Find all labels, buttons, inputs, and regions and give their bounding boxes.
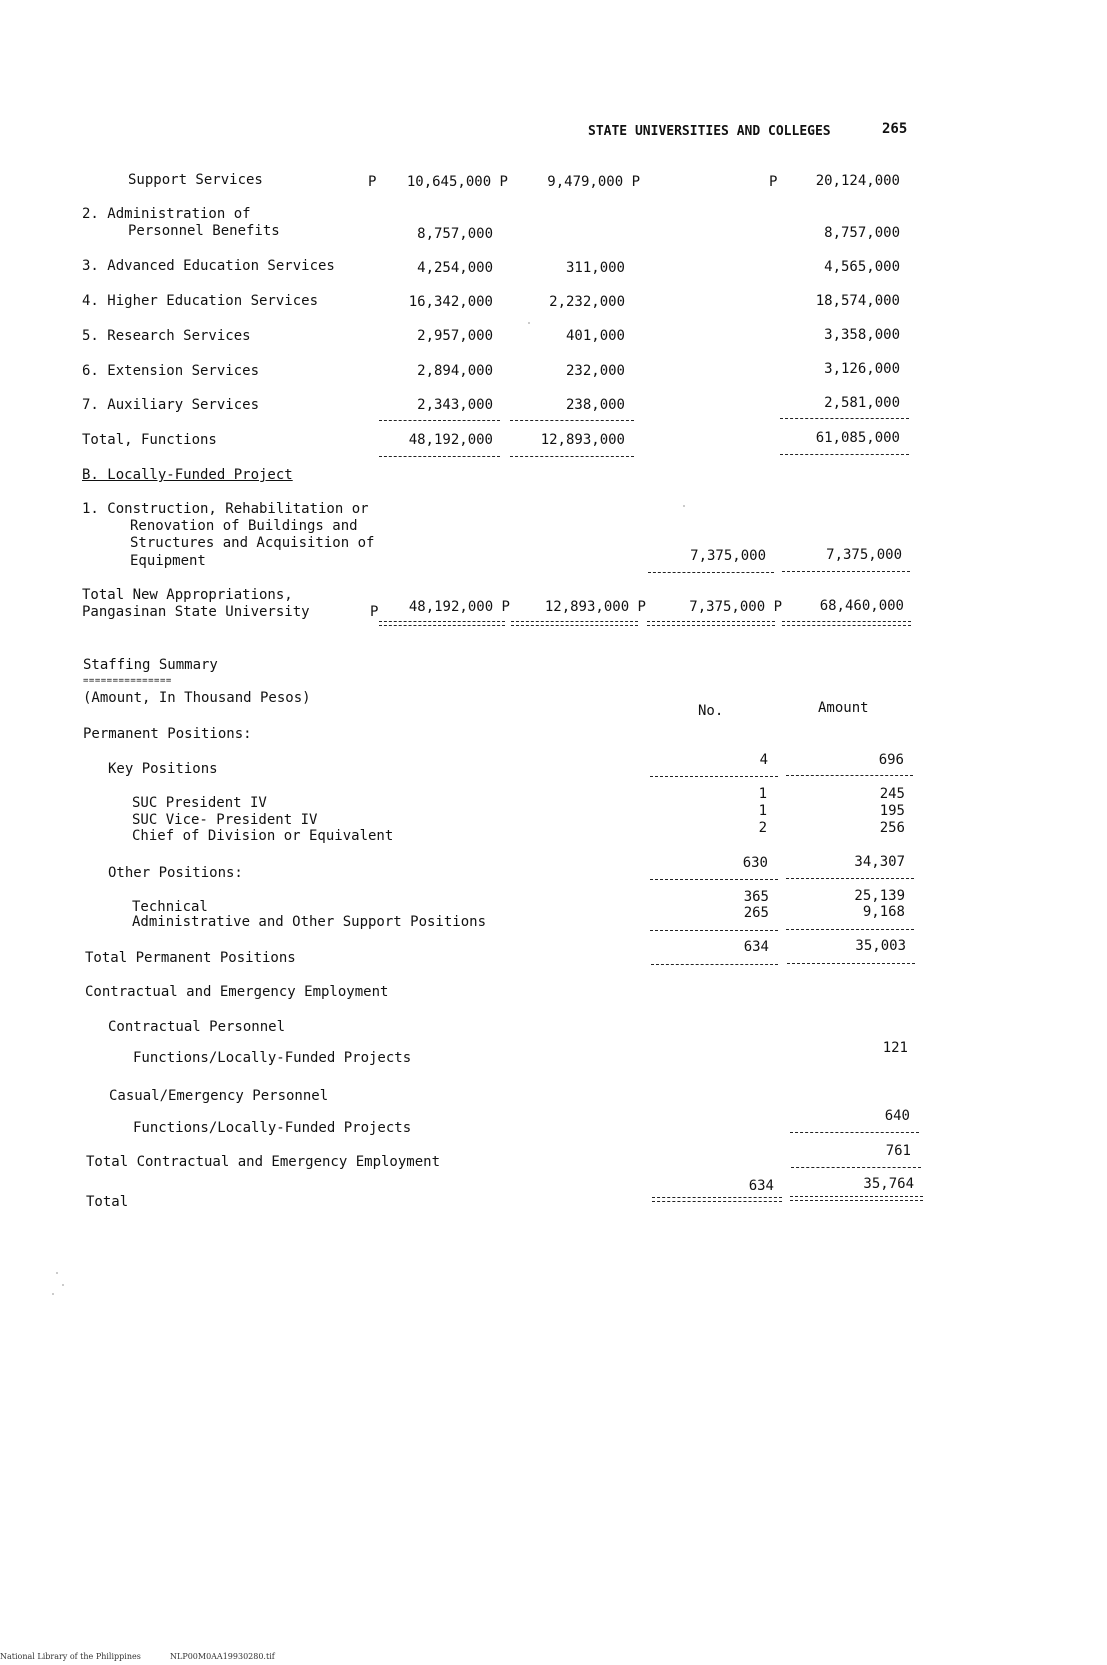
row-label: Technical <box>132 899 208 915</box>
amount-cell: 761 <box>885 1143 911 1159</box>
count-cell: 1 <box>758 786 767 802</box>
amount-cell: 35,003 <box>855 938 906 954</box>
amount-cell: 640 <box>884 1108 910 1124</box>
count-cell: 265 <box>743 905 769 921</box>
scan-speck <box>528 322 530 324</box>
row-label: Other Positions: <box>108 865 243 881</box>
subtotal-rule <box>790 1132 919 1133</box>
total-rule <box>510 456 634 457</box>
row-label: 4. Higher Education Services <box>82 293 319 309</box>
running-header: STATE UNIVERSITIES AND COLLEGES <box>588 124 831 139</box>
amount-cell: 48,192,000 <box>408 432 493 448</box>
row-label: Administrative and Other Support Positions <box>132 914 487 930</box>
amount-cell: 7,375,000 <box>826 547 902 563</box>
row-label: 3. Advanced Education Services <box>82 258 335 274</box>
row-label: Renovation of Buildings and <box>130 518 358 534</box>
amount-cell: 8,757,000 <box>417 226 493 242</box>
peso-sign: P <box>368 174 377 190</box>
amount-cell: 9,479,000 P <box>547 174 640 190</box>
amount-cell: 4,565,000 <box>824 259 900 275</box>
row-label: 6. Extension Services <box>82 363 260 379</box>
amount-cell: 12,893,000 <box>540 432 625 448</box>
section-label: Contractual and Emergency Employment <box>85 984 389 1000</box>
grand-total-double-rule <box>652 1197 782 1202</box>
grand-total-double-rule <box>790 1196 923 1201</box>
amount-cell: 245 <box>879 786 905 802</box>
amount-cell: 2,957,000 <box>417 328 493 344</box>
amount-cell: 25,139 <box>854 888 905 904</box>
total-rule <box>780 454 909 455</box>
amount-cell: 16,342,000 <box>408 294 493 310</box>
subtotal-rule <box>650 930 778 931</box>
amount-cell: 2,232,000 <box>549 294 625 310</box>
row-label: Total New Appropriations, <box>82 587 293 603</box>
amount-cell: 2,894,000 <box>417 363 493 379</box>
row-label: Chief of Division or Equivalent <box>132 828 394 844</box>
total-rule <box>791 1167 921 1168</box>
page-number: 265 <box>882 121 908 137</box>
row-label: 7. Auxiliary Services <box>82 397 260 413</box>
amount-cell: 9,168 <box>862 904 905 920</box>
row-label: SUC Vice- President IV <box>132 812 318 828</box>
subtotal-rule <box>780 418 909 419</box>
amount-cell: 2,343,000 <box>417 397 493 413</box>
row-label: Equipment <box>130 553 206 569</box>
subtotal-rule <box>650 776 778 777</box>
scan-speck <box>62 1284 64 1286</box>
row-label: Functions/Locally-Funded Projects <box>133 1120 412 1136</box>
section-label: Permanent Positions: <box>83 726 252 742</box>
row-label: Total Contractual and Emergency Employment <box>86 1154 441 1170</box>
amount-cell: 10,645,000 P <box>406 174 508 190</box>
section-heading: B. Locally-Funded Project <box>82 467 293 483</box>
subtotal-rule <box>786 929 914 930</box>
subtotal-rule <box>786 878 914 879</box>
row-label: 2. Administration of <box>82 206 251 222</box>
total-rule <box>379 456 500 457</box>
amount-cell: 311,000 <box>565 260 625 276</box>
scan-speck <box>56 1272 58 1274</box>
amount-cell: 61,085,000 <box>815 430 900 446</box>
amount-cell: 68,460,000 <box>819 598 904 614</box>
row-label: Total, Functions <box>82 432 217 448</box>
subtotal-rule <box>648 572 774 573</box>
row-label: Support Services <box>128 172 263 188</box>
row-label: SUC President IV <box>132 795 267 811</box>
row-label: Casual/Emergency Personnel <box>109 1088 329 1104</box>
amount-cell: 2,581,000 <box>824 395 900 411</box>
row-label: 5. Research Services <box>82 328 251 344</box>
amount-cell: 20,124,000 <box>815 173 900 189</box>
amount-cell: 48,192,000 P <box>408 599 510 615</box>
grand-total-double-rule <box>379 621 505 626</box>
count-cell: 1 <box>758 803 767 819</box>
count-cell: 634 <box>743 939 769 955</box>
total-rule <box>787 963 915 964</box>
scan-speck <box>52 1293 54 1295</box>
amount-cell: 238,000 <box>565 397 625 413</box>
grand-total-double-rule <box>647 621 775 626</box>
amount-cell: 3,358,000 <box>824 327 900 343</box>
amount-cell: 7,375,000 <box>690 548 766 564</box>
amount-cell: 121 <box>882 1040 908 1056</box>
amount-cell: 232,000 <box>565 363 625 379</box>
amount-cell: 7,375,000 P <box>689 599 782 615</box>
subtotal-rule <box>782 571 910 572</box>
count-cell: 2 <box>758 820 767 836</box>
scan-speck <box>683 505 685 507</box>
amount-cell: 4,254,000 <box>417 260 493 276</box>
subtotal-rule <box>510 420 634 421</box>
row-label: Structures and Acquisition of <box>130 535 375 551</box>
amount-cell: 34,307 <box>854 854 905 870</box>
staffing-subtitle: (Amount, In Thousand Pesos) <box>83 690 311 706</box>
column-header-no: No. <box>698 703 724 719</box>
count-cell: 365 <box>743 889 769 905</box>
subtotal-rule <box>650 879 778 880</box>
amount-cell: 256 <box>879 820 905 836</box>
row-label: Pangasinan State University <box>82 604 310 620</box>
row-label: Functions/Locally-Funded Projects <box>133 1050 412 1066</box>
row-label: 1. Construction, Rehabilitation or <box>82 501 369 517</box>
row-label: Total Permanent Positions <box>85 950 296 966</box>
count-cell: 4 <box>759 752 768 768</box>
staffing-title: Staffing Summary <box>83 657 218 673</box>
amount-cell: 195 <box>879 803 905 819</box>
amount-cell: 35,764 <box>863 1176 914 1192</box>
amount-cell: 12,893,000 P <box>544 599 646 615</box>
subtotal-rule <box>379 420 500 421</box>
total-rule <box>651 964 778 965</box>
column-header-amount: Amount <box>818 700 869 716</box>
amount-cell: 401,000 <box>565 328 625 344</box>
row-label: Personnel Benefits <box>128 223 280 239</box>
staffing-title-underline: =============== <box>83 676 172 686</box>
row-label: Total <box>86 1194 129 1210</box>
peso-sign: P <box>769 174 778 190</box>
grand-total-double-rule <box>511 621 638 626</box>
count-cell: 630 <box>742 855 768 871</box>
peso-sign: P <box>370 604 379 620</box>
subtotal-rule <box>786 775 913 776</box>
row-label: Key Positions <box>108 761 218 777</box>
amount-cell: 18,574,000 <box>815 293 900 309</box>
footer-file: NLP00M0AA19930280.tif <box>170 1652 275 1661</box>
amount-cell: 8,757,000 <box>824 225 900 241</box>
amount-cell: 3,126,000 <box>824 361 900 377</box>
footer-library: National Library of the Philippines <box>0 1652 141 1661</box>
amount-cell: 696 <box>878 752 904 768</box>
row-label: Contractual Personnel <box>108 1019 286 1035</box>
grand-total-double-rule <box>782 621 911 626</box>
count-cell: 634 <box>748 1178 774 1194</box>
